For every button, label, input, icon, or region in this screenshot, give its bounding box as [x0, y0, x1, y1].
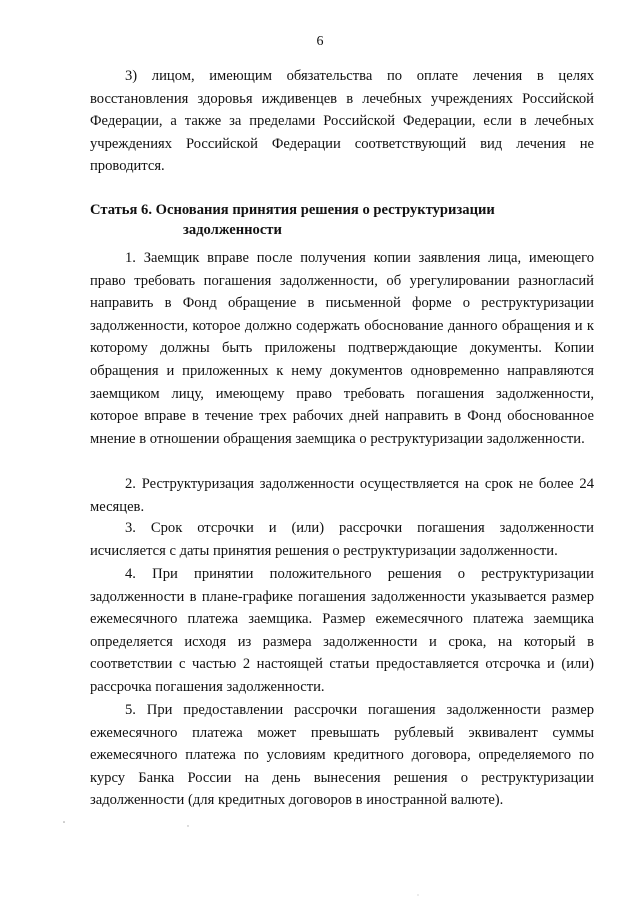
article-heading-line2: задолженности — [183, 222, 282, 238]
article-paragraph-4: 4. При принятии положительного решения о реструктуризации задолженности в плане-графике погашения задолженности указывается размер ежемесячного платежа заемщика. Размер ежемесячного платежа заемщика определяется исходя из размера задолженности и срока, на который в соответствии с частью 2 настоящей статьи предоставляется отсрочка и (или) рассрочка погашения задолженности. — [90, 566, 594, 695]
article-paragraph-1: 1. Заемщик вправе после получения копии заявления лица, имеющего право требовать погашения задолженности, об урегулировании разногласий направить в Фонд обращение в письменной форме о реструктуризации задолженности, которое должно содержать обоснование данного обращения и к которому должны быть приложены подтверждающие документы. Копии обращения и приложенных к нему документов одновременно направляются заемщиком лицу, имеющему право требовать погашения задолженности, которое вправе в течение трех рабочих дней направить в Фонд обоснованное мнение в отношении обращения заемщика о реструктуризации задолженности. — [90, 250, 594, 447]
article-paragraph-2: 2. Реструктуризация задолженности осуществляется на срок не более 24 месяцев. — [90, 476, 594, 515]
article-heading — [90, 200, 594, 240]
article-paragraph-5: 5. При предоставлении рассрочки погашения задолженности размер ежемесячного платежа может превышать рублевый эквивалент суммы ежемесячного платежа по условиям кредитного договора, определяемого по курсу Банка России на день вынесения решения о реструктуризации задолженности (для кредитных договоров в иностранной валюте). — [90, 702, 594, 809]
article-heading-line1: Статья 6. Основания принятия решения о реструктуризации — [90, 202, 495, 218]
article-paragraph-3: 3. Срок отсрочки и (или) рассрочки погашения задолженности исчисляется с даты принятия решения о реструктуризации задолженности. — [90, 520, 594, 559]
page-number: 6 — [316, 34, 324, 49]
list-item-3: 3) лицом, имеющим обязательства по оплате лечения в целях восстановления здоровья иждивенцев в лечебных учреждениях Российской Федерации, а также за пределами Российской Федерации, если в лечебных учреждениях Российской Федерации соответствующий вид лечения не проводится. — [90, 68, 594, 175]
